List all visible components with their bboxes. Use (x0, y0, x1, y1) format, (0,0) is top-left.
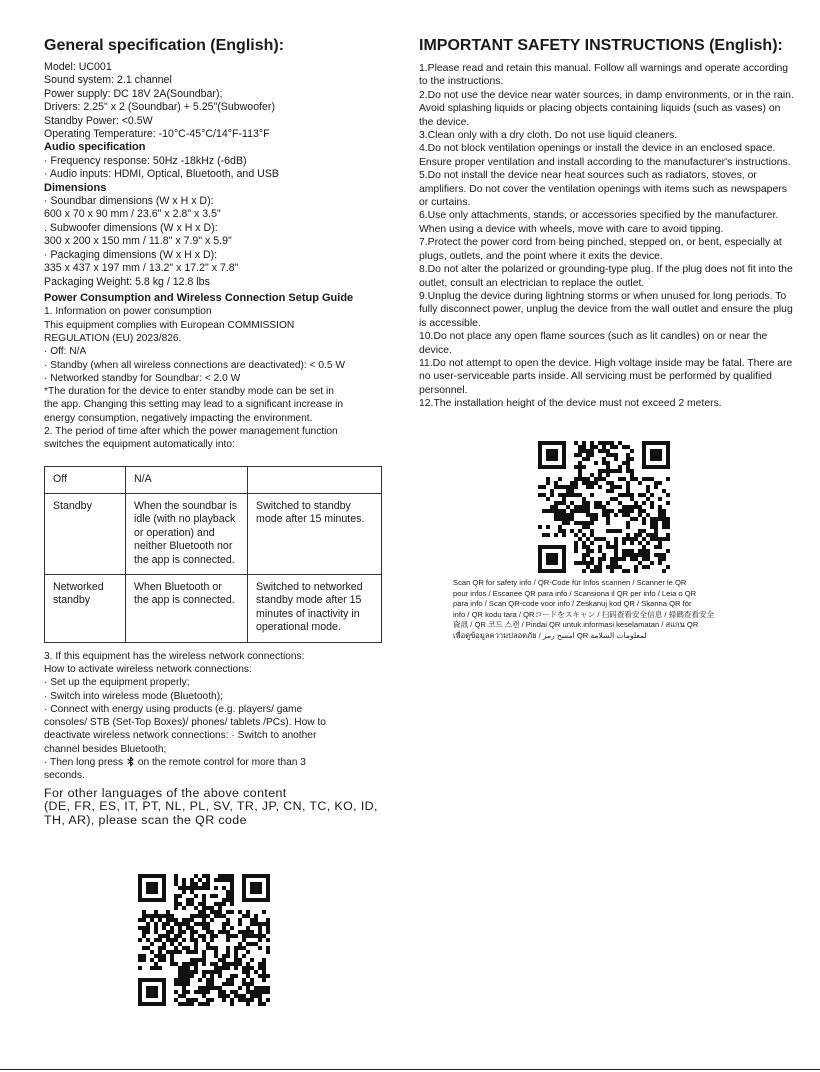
qr-caption-line: para info / Scan QR-code voor info / Zeskanuj kod QR / Skanna QR för (453, 599, 692, 609)
power-line: · Off: N/A (44, 346, 87, 358)
power-line: 1. Information on power consumption (44, 306, 212, 318)
table-cell-condition: When Bluetooth or the app is connected. (126, 575, 248, 643)
table-cell-result (248, 466, 382, 493)
safety-item: 11.Do not attempt to open the device. High voltage inside may be fatal. There are no user-serviceable parts inside. All servicing must be performed by qualified personnel. (419, 357, 793, 396)
audio-line: · Audio inputs: HDMI, Optical, Bluetooth, and USB (44, 168, 279, 181)
other-lang-line: TH, AR), please scan the QR code (44, 812, 247, 827)
safety-item: 12.The installation height of the device must not exceed 2 meters. (419, 398, 722, 410)
qr-caption-line: เพื่อดูข้อมูลความปลอดภัย / امسح رمز QR لمعلومات السلامة (453, 630, 647, 640)
table-cell-condition: When the soundbar is idle (with no playback or operation) and neither Bluetooth nor the app is connected. (126, 493, 248, 574)
wireless-line: How to activate wireless network connections: (44, 663, 252, 675)
wireless-info (44, 650, 396, 783)
power-line: This equipment complies with European COMMISSION (44, 319, 295, 331)
spec-line: Standby Power: <0.5W (44, 114, 153, 127)
longpress-end: seconds. (44, 770, 85, 782)
power-line: · Networked standby for Soundbar: < 2.0 W (44, 372, 241, 384)
power-heading: Power Consumption and Wireless Connection Setup Guide (44, 291, 354, 304)
power-info (44, 305, 396, 451)
dimension-line: 335 x 437 x 197 mm / 13.2" x 17.2" x 7.8" (44, 262, 239, 275)
power-line: switches the equipment automatically into: (44, 439, 235, 451)
general-spec-list (44, 61, 396, 141)
qr-caption (453, 578, 793, 642)
power-line: energy consumption, negatively impacting the environment. (44, 412, 313, 424)
spec-line: Model: UC001 (44, 61, 112, 73)
left-column (44, 36, 396, 827)
power-line: the app. Changing this setting may lead to a significant increase in (44, 399, 344, 411)
safety-item: 8.Do not alter the polarized or grounding-type plug. If the plug does not fit into the outlet, consult an electrician to replace the outlet. (419, 264, 793, 289)
power-line: · Standby (when all wireless connections are deactivated): < 0.5 W (44, 359, 345, 371)
general-spec-title: General specification (English): (44, 37, 285, 54)
wireless-line: · Set up the equipment properly; (44, 677, 190, 689)
other-lang-line: (DE, FR, ES, IT, PT, NL, PL, SV, TR, JP, CN, TC, KO, ID, (44, 799, 378, 814)
dimension-line: · Soundbar dimensions (W x H x D): (44, 195, 214, 208)
dimension-line: · Packaging dimensions (W x H x D): (44, 248, 218, 261)
table-cell-mode: Off (45, 466, 126, 493)
wireless-line: consoles/ STB (Set-Top Boxes)/ phones/ tablets /PCs). How to (44, 717, 326, 729)
safety-title: IMPORTANT SAFETY INSTRUCTIONS (English): (419, 37, 783, 54)
wireless-line: · Connect with energy using products (e.g. players/ game (44, 703, 303, 715)
table-row (45, 575, 382, 643)
safety-item: 4.Do not block ventilation openings or install the device in an enclosed space. Ensure proper ventilation and install according to the manufacturer's instructions. (419, 143, 791, 168)
qr-code-icon (538, 441, 670, 573)
safety-item: 5.Do not install the device near heat sources such as radiators, stoves, or amplifiers. Do not cover the ventilation openings with items such as newspapers or curtains. (419, 170, 787, 209)
other-lang-line: For other languages of the above content (44, 785, 287, 800)
dimension-line: . Subwoofer dimensions (W x H x D): (44, 221, 218, 234)
safety-item: 6.Use only attachments, stands, or accessories specified by the manufacturer. When using a device with wheels, move with care to avoid tipping. (419, 210, 779, 235)
longpress-after: on the remote control for more than 3 (137, 757, 306, 769)
page-bottom-rule (0, 1069, 820, 1070)
bluetooth-icon (126, 756, 135, 767)
qr-caption-line: Scan QR for safety info / QR-Code für Infos scannen / Scanner le QR (453, 578, 687, 587)
safety-item: 7.Protect the power cord from being pinched, stepped on, or bent, especially at plugs, outlets, and the point where it exits the device. (419, 237, 782, 262)
safety-item: 9.Unplug the device during lightning storms or when unused for long periods. To fully disconnect power, unplug the device from the wall outlet and ensure the plug is accessible. (419, 290, 793, 329)
power-line: 2. The period of time after which the power management function (44, 425, 338, 437)
qr-code-icon[interactable] (538, 441, 670, 573)
table-cell-mode: Networked standby (45, 575, 126, 643)
power-line: REGULATION (EU) 2023/826. (44, 332, 182, 344)
qr-code-icon[interactable] (138, 874, 270, 1006)
power-line: *The duration for the device to enter standby mode can be set in (44, 386, 334, 398)
power-management-table (44, 466, 382, 643)
wireless-line: · Switch into wireless mode (Bluetooth); (44, 690, 223, 702)
spec-line: Power supply: DC 18V 2A(Soundbar); (44, 87, 223, 100)
table-cell-result: Switched to networked standby mode after 15 minutes of inactivity in operational mode. (248, 575, 382, 643)
safety-item: 2.Do not use the device near water sources, in damp environments, or in the rain. Avoid splashing liquids or placing objects containing liquids (such as vases) on the device. (419, 89, 794, 128)
right-column (419, 36, 797, 411)
safety-instructions (419, 62, 797, 411)
qr-caption-line: 資訊 / QR 코드 스캔 / Pindai QR untuk informasi keselamatan / สแกน QR (453, 620, 699, 630)
table-cell-mode: Standby (45, 493, 126, 574)
table-cell-result: Switched to standby mode after 15 minutes. (248, 493, 382, 574)
qr-code-icon (138, 874, 270, 1006)
longpress-before: · Then long press (44, 757, 124, 769)
longpress-line (44, 756, 396, 769)
dimension-line: 600 x 70 x 90 mm / 23.6" x 2.8" x 3.5" (44, 208, 221, 221)
wireless-line: deactivate wireless network connections: · Switch to another (44, 730, 317, 742)
safety-item: 1.Please read and retain this manual. Follow all warnings and operate according to the instructions. (419, 63, 789, 88)
table-row (45, 493, 382, 574)
audio-heading: Audio specification (44, 141, 146, 154)
wireless-line: channel besides Bluetooth; (44, 743, 167, 755)
audio-line: · Frequency response: 50Hz -18kHz (-6dB) (44, 154, 247, 167)
qr-caption-line: info / QR kodu tara / QRコードをスキャン / 扫码查看安全信息 / 掃碼查看安全 (453, 609, 715, 619)
spec-line: Operating Temperature: -10°C-45°C/14°F-113°F (44, 128, 270, 141)
dimension-line: 300 x 200 x 150 mm / 11.8" x 7.9" x 5.9" (44, 235, 232, 248)
table-cell-condition: N/A (126, 466, 248, 493)
wireless-line: 3. If this equipment has the wireless network connections: (44, 650, 305, 662)
safety-item: 3.Clean only with a dry cloth. Do not use liquid cleaners. (419, 130, 678, 142)
spec-line: Drivers: 2.25" x 2 (Soundbar) + 5.25"(Subwoofer) (44, 101, 275, 114)
other-languages-note (44, 787, 396, 828)
spec-line: Sound system: 2.1 channel (44, 74, 172, 87)
table-row (45, 466, 382, 493)
safety-item: 10.Do not place any open flame sources (such as lit candles) on or near the device. (419, 331, 768, 356)
dimension-line: Packaging Weight: 5.8 kg / 12.8 lbs (44, 275, 210, 288)
dimensions-heading: Dimensions (44, 181, 107, 194)
qr-caption-line: pour infos / Escanee QR para info / Scansiona il QR per info / Leia o QR (453, 588, 697, 598)
